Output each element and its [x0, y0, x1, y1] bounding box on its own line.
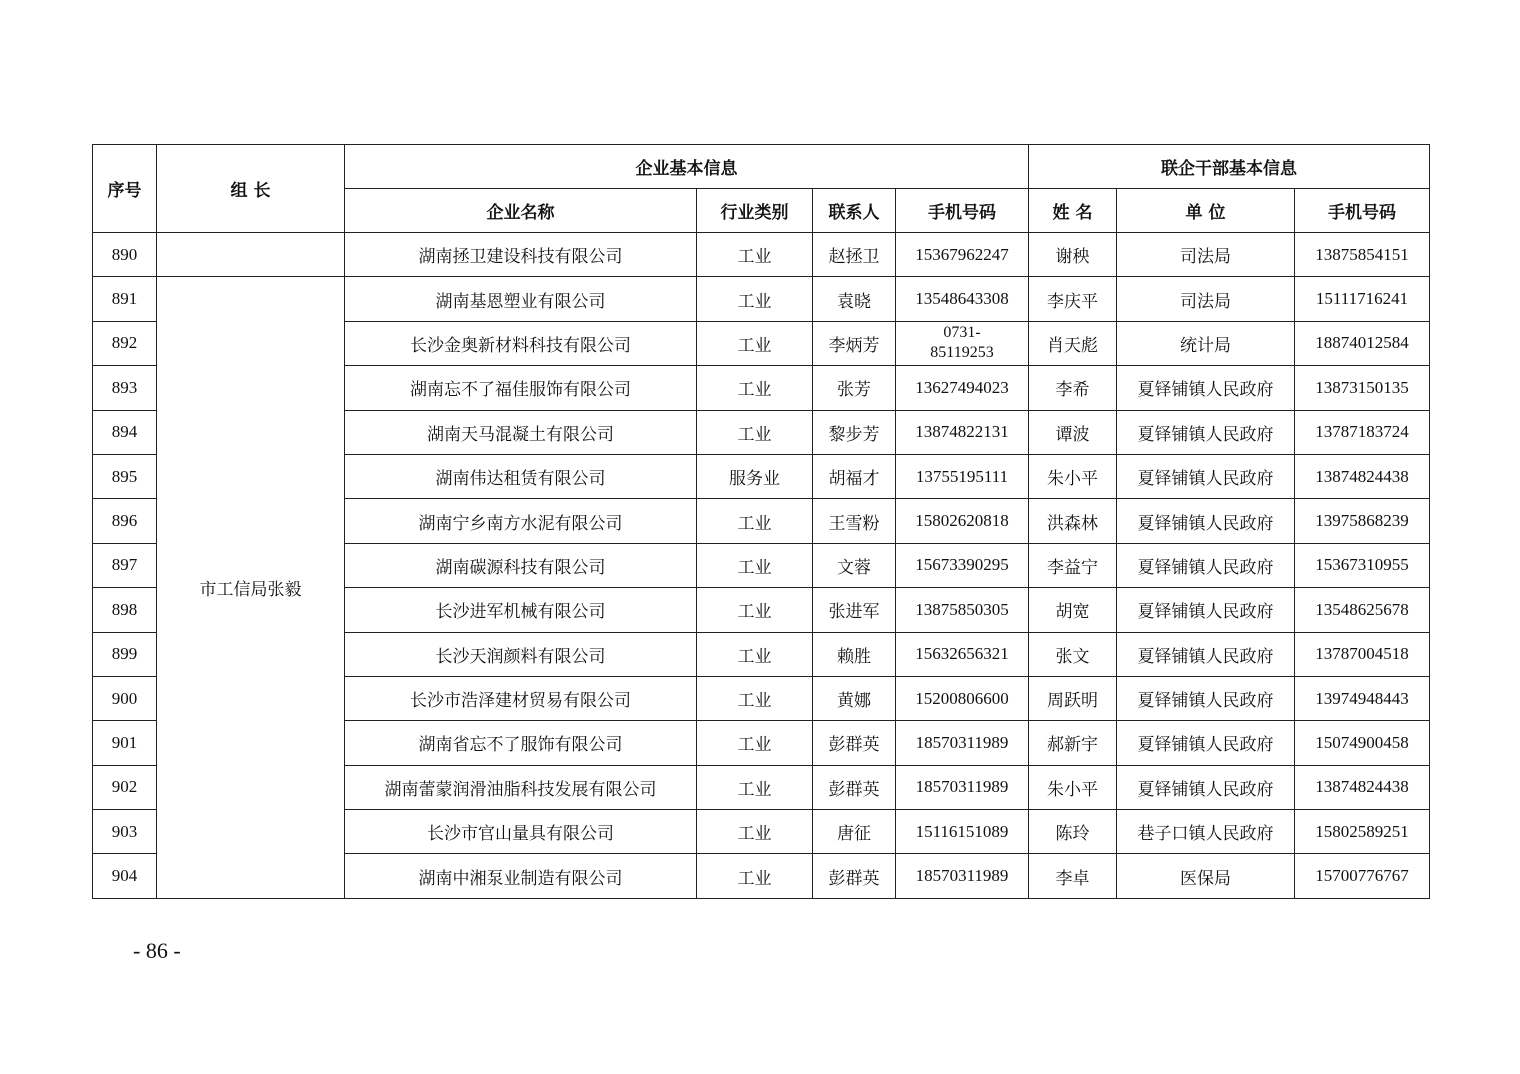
phone-area-code: 0731-: [943, 324, 981, 342]
header-cadre-group: 联企干部基本信息: [1029, 145, 1430, 189]
cell-cadre-name: 周跃明: [1029, 676, 1117, 720]
cell-contact: 张芳: [813, 366, 896, 410]
cell-industry: 工业: [697, 277, 813, 321]
cell-cadre-name: 张文: [1029, 632, 1117, 676]
cell-company: 湖南基恩塑业有限公司: [345, 277, 697, 321]
cell-contact: 文蓉: [813, 543, 896, 587]
cell-cadre-phone: 18874012584: [1295, 321, 1430, 365]
cell-contact: 彭群英: [813, 765, 896, 809]
cell-cadre-phone: 13975868239: [1295, 499, 1430, 543]
cell-industry: 工业: [697, 321, 813, 365]
cell-unit: 巷子口镇人民政府: [1117, 810, 1295, 854]
cell-industry: 工业: [697, 233, 813, 277]
cell-seq: 894: [93, 410, 157, 454]
cell-unit: 夏铎铺镇人民政府: [1117, 366, 1295, 410]
cell-unit: 夏铎铺镇人民政府: [1117, 765, 1295, 809]
cell-industry: 工业: [697, 366, 813, 410]
table-row: [93, 233, 1430, 277]
cell-company-phone: 15632656321: [896, 632, 1029, 676]
cell-seq: 897: [93, 543, 157, 587]
cell-contact: 胡福才: [813, 454, 896, 498]
cell-company: 长沙天润颜料有限公司: [345, 632, 697, 676]
cell-industry: 工业: [697, 499, 813, 543]
cell-industry: 服务业: [697, 454, 813, 498]
cell-contact: 李炳芳: [813, 321, 896, 365]
cell-industry: 工业: [697, 854, 813, 898]
cell-cadre-phone: 13787004518: [1295, 632, 1430, 676]
cell-cadre-name: 肖天彪: [1029, 321, 1117, 365]
header-company-phone: 手机号码: [896, 189, 1029, 233]
cell-contact: 赖胜: [813, 632, 896, 676]
cell-seq: 903: [93, 810, 157, 854]
cell-company-phone: 15802620818: [896, 499, 1029, 543]
cell-cadre-name: 李庆平: [1029, 277, 1117, 321]
header-cadre-phone: 手机号码: [1295, 189, 1430, 233]
cell-company-phone: 18570311989: [896, 765, 1029, 809]
cell-company-phone: 18570311989: [896, 721, 1029, 765]
cell-company-phone: 15116151089: [896, 810, 1029, 854]
cell-industry: 工业: [697, 765, 813, 809]
cell-seq: 896: [93, 499, 157, 543]
cell-seq: 904: [93, 854, 157, 898]
cell-seq: 893: [93, 366, 157, 410]
cell-industry: 工业: [697, 588, 813, 632]
cell-company-phone: 15673390295: [896, 543, 1029, 587]
header-unit: 单 位: [1117, 189, 1295, 233]
cell-seq: 898: [93, 588, 157, 632]
header-enterprise-group: 企业基本信息: [345, 145, 1029, 189]
cell-seq: 902: [93, 765, 157, 809]
cell-company-phone: 18570311989: [896, 854, 1029, 898]
cell-seq: 892: [93, 321, 157, 365]
cell-contact: 王雪粉: [813, 499, 896, 543]
cell-cadre-name: 陈玲: [1029, 810, 1117, 854]
cell-cadre-phone: 13873150135: [1295, 366, 1430, 410]
cell-company: 长沙金奥新材料科技有限公司: [345, 321, 697, 365]
header-cadre-name: 姓 名: [1029, 189, 1117, 233]
cell-cadre-phone: 13787183724: [1295, 410, 1430, 454]
cell-cadre-phone: 13875854151: [1295, 233, 1430, 277]
header-seq: 序号: [93, 145, 157, 233]
cell-cadre-name: 朱小平: [1029, 454, 1117, 498]
cell-company-phone: 15200806600: [896, 676, 1029, 720]
cell-unit: 统计局: [1117, 321, 1295, 365]
cell-cadre-name: 郝新宇: [1029, 721, 1117, 765]
cell-industry: 工业: [697, 721, 813, 765]
phone-local-number: 85119253: [930, 344, 994, 362]
header-company: 企业名称: [345, 189, 697, 233]
cell-cadre-phone: 15111716241: [1295, 277, 1430, 321]
cell-company-phone: [896, 321, 1029, 365]
cell-company: 长沙进军机械有限公司: [345, 588, 697, 632]
cell-company: 湖南宁乡南方水泥有限公司: [345, 499, 697, 543]
cell-leader: 市工信局张毅: [157, 277, 345, 898]
cell-contact: 彭群英: [813, 721, 896, 765]
company-liaison-table: [92, 144, 1430, 899]
cell-cadre-name: 洪森林: [1029, 499, 1117, 543]
cell-company: 湖南中湘泵业制造有限公司: [345, 854, 697, 898]
cell-contact: 袁晓: [813, 277, 896, 321]
cell-contact: 张进军: [813, 588, 896, 632]
cell-cadre-name: 李益宁: [1029, 543, 1117, 587]
cell-company-phone: 15367962247: [896, 233, 1029, 277]
cell-unit: 夏铎铺镇人民政府: [1117, 721, 1295, 765]
cell-industry: 工业: [697, 676, 813, 720]
header-contact: 联系人: [813, 189, 896, 233]
page-number: - 86 -: [133, 938, 181, 963]
cell-seq: 895: [93, 454, 157, 498]
cell-unit: 夏铎铺镇人民政府: [1117, 632, 1295, 676]
cell-company: 湖南忘不了福佳服饰有限公司: [345, 366, 697, 410]
cell-company: 湖南碳源科技有限公司: [345, 543, 697, 587]
cell-leader: [157, 233, 345, 277]
cell-cadre-name: 谭波: [1029, 410, 1117, 454]
cell-cadre-name: 李卓: [1029, 854, 1117, 898]
header-industry: 行业类别: [697, 189, 813, 233]
cell-unit: 司法局: [1117, 277, 1295, 321]
cell-company: 长沙市官山量具有限公司: [345, 810, 697, 854]
cell-cadre-phone: 13548625678: [1295, 588, 1430, 632]
cell-contact: 黄娜: [813, 676, 896, 720]
cell-industry: 工业: [697, 810, 813, 854]
cell-seq: 901: [93, 721, 157, 765]
cell-cadre-phone: 13874824438: [1295, 765, 1430, 809]
cell-company-phone: 13755195111: [896, 454, 1029, 498]
cell-unit: 夏铎铺镇人民政府: [1117, 588, 1295, 632]
cell-company: 湖南伟达租赁有限公司: [345, 454, 697, 498]
cell-cadre-phone: 15802589251: [1295, 810, 1430, 854]
cell-cadre-phone: 15700776767: [1295, 854, 1430, 898]
cell-industry: 工业: [697, 410, 813, 454]
cell-cadre-name: 李希: [1029, 366, 1117, 410]
cell-cadre-name: 胡宽: [1029, 588, 1117, 632]
cell-company: 湖南天马混凝土有限公司: [345, 410, 697, 454]
cell-cadre-phone: 13874824438: [1295, 454, 1430, 498]
cell-company-phone: 13874822131: [896, 410, 1029, 454]
cell-seq: 899: [93, 632, 157, 676]
cell-company: 湖南拯卫建设科技有限公司: [345, 233, 697, 277]
cell-unit: 夏铎铺镇人民政府: [1117, 543, 1295, 587]
header-leader: 组 长: [157, 145, 345, 233]
cell-company: 湖南省忘不了服饰有限公司: [345, 721, 697, 765]
cell-cadre-name: 谢秧: [1029, 233, 1117, 277]
cell-unit: 医保局: [1117, 854, 1295, 898]
cell-contact: 黎步芳: [813, 410, 896, 454]
cell-company-phone: 13875850305: [896, 588, 1029, 632]
cell-industry: 工业: [697, 543, 813, 587]
cell-unit: 夏铎铺镇人民政府: [1117, 676, 1295, 720]
cell-seq: 891: [93, 277, 157, 321]
cell-seq: 890: [93, 233, 157, 277]
cell-company: 湖南蕾蒙润滑油脂科技发展有限公司: [345, 765, 697, 809]
cell-unit: 夏铎铺镇人民政府: [1117, 499, 1295, 543]
cell-unit: 夏铎铺镇人民政府: [1117, 454, 1295, 498]
cell-cadre-phone: 15074900458: [1295, 721, 1430, 765]
cell-contact: 彭群英: [813, 854, 896, 898]
cell-cadre-phone: 15367310955: [1295, 543, 1430, 587]
cell-cadre-phone: 13974948443: [1295, 676, 1430, 720]
cell-industry: 工业: [697, 632, 813, 676]
cell-unit: 夏铎铺镇人民政府: [1117, 410, 1295, 454]
table-row: [93, 277, 1430, 321]
cell-contact: 赵拯卫: [813, 233, 896, 277]
cell-contact: 唐征: [813, 810, 896, 854]
cell-seq: 900: [93, 676, 157, 720]
cell-company-phone: 13548643308: [896, 277, 1029, 321]
cell-unit: 司法局: [1117, 233, 1295, 277]
cell-company: 长沙市浩泽建材贸易有限公司: [345, 676, 697, 720]
cell-company-phone: 13627494023: [896, 366, 1029, 410]
cell-cadre-name: 朱小平: [1029, 765, 1117, 809]
